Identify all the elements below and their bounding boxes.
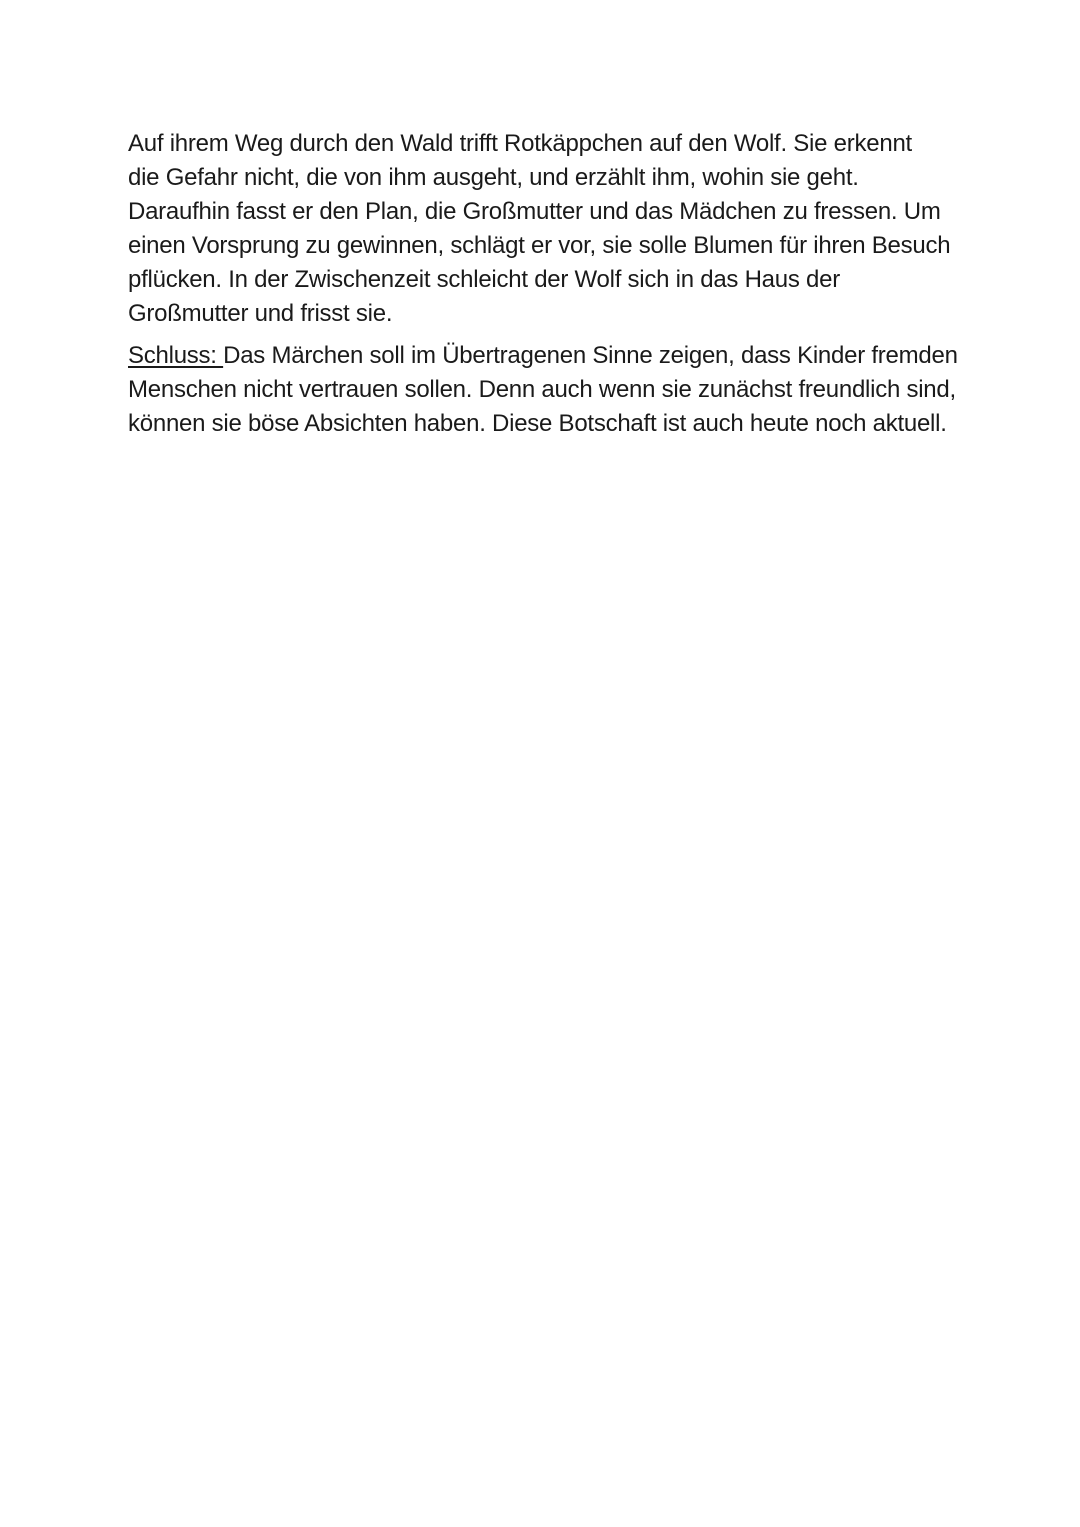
text-line: Menschen nicht vertrauen sollen. Denn auch wenn sie zunächst freundlich sind, (128, 376, 956, 403)
text-block (128, 127, 1008, 441)
text-line: die Gefahr nicht, die von ihm ausgeht, und erzählt ihm, wohin sie geht. (128, 164, 859, 191)
text-line: Auf ihrem Weg durch den Wald trifft Rotkäppchen auf den Wolf. Sie erkennt (128, 130, 912, 157)
schluss-label: Schluss: (128, 342, 224, 369)
text-line: Großmutter und frisst sie. (128, 300, 393, 327)
text-line: können sie böse Absichten haben. Diese Botschaft ist auch heute noch aktuell. (128, 410, 947, 437)
text-line: Daraufhin fasst er den Plan, die Großmutter und das Mädchen zu fressen. Um (128, 198, 941, 225)
paragraph-schluss (128, 339, 1008, 441)
text-line (128, 339, 1008, 373)
text-line-rest: Das Märchen soll im Übertragenen Sinne zeigen, dass Kinder fremden (223, 342, 958, 369)
text-line: einen Vorsprung zu gewinnen, schlägt er vor, sie solle Blumen für ihren Besuch (128, 232, 951, 259)
paragraph-body (128, 127, 1008, 331)
text-line: pflücken. In der Zwischenzeit schleicht der Wolf sich in das Haus der (128, 266, 840, 293)
